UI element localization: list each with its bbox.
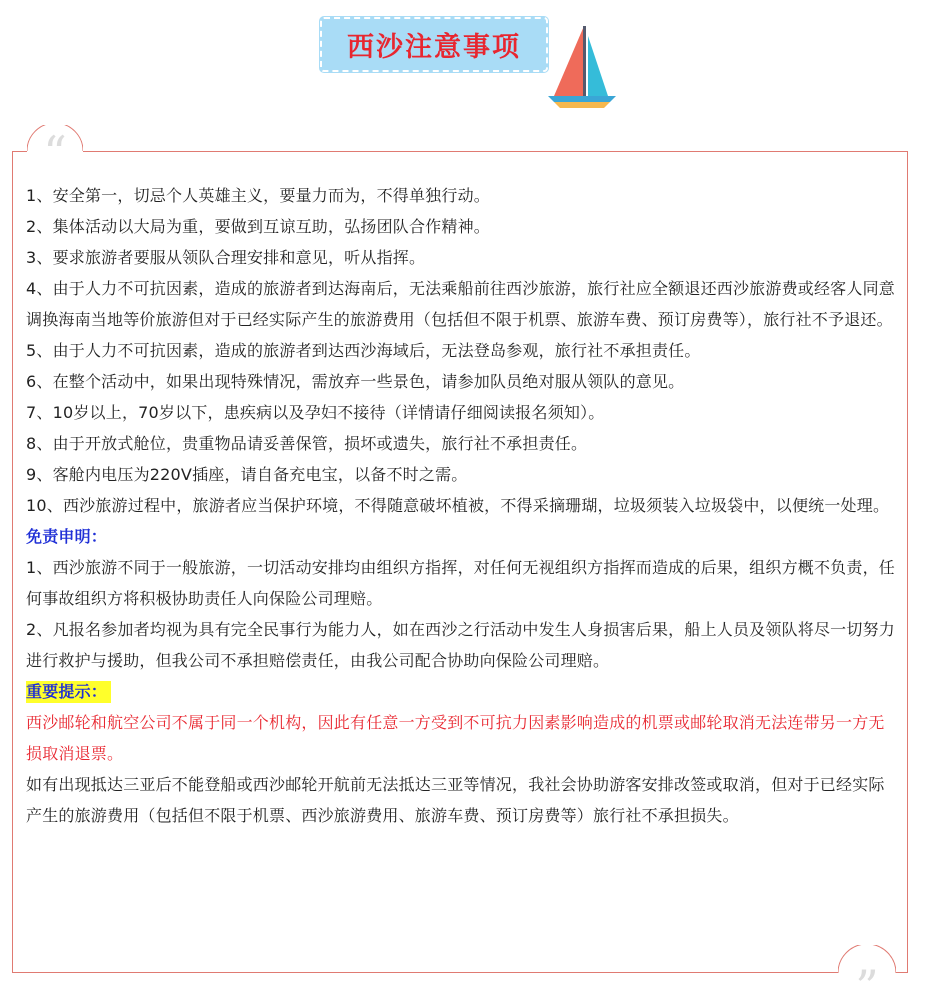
svg-text:“: “ <box>43 126 67 173</box>
list-item: 3、要求旅游者要服从领队合理安排和意见，听从指挥。 <box>26 248 426 267</box>
close-quote-icon <box>838 945 896 989</box>
open-quote-icon <box>27 125 83 173</box>
disclaimer-heading: 免责申明： <box>26 527 108 546</box>
list-item: 6、在整个活动中，如果出现特殊情况，需放弃一些景色，请参加队员绝对服从领队的意见。 <box>26 372 685 391</box>
list-item: 4、由于人力不可抗因素，造成的旅游者到达海南后，无法乘船前往西沙旅游，旅行社应全额退还西沙旅游费或经客人同意调换海南当地等价旅游但对于已经实际产生的旅游费用（包括但不限于机票、旅游车费、预订房费等），旅行社不予退还。 <box>26 279 895 329</box>
notice-content <box>26 180 900 831</box>
title-banner <box>320 17 548 72</box>
list-item: 7、10岁以上，70岁以下，患疾病以及孕妇不接待（详情请仔细阅读报名须知）。 <box>26 403 605 422</box>
disclaimer-item: 2、凡报名参加者均视为具有完全民事行为能力人，如在西沙之行活动中发生人身损害后果，船上人员及领队将尽一切努力进行救护与援助，但我公司不承担赔偿责任，由我公司配合协助向保险公司理赔。 <box>26 620 895 670</box>
list-item: 5、由于人力不可抗因素，造成的旅游者到达西沙海域后，无法登岛参观，旅行社不承担责任。 <box>26 341 701 360</box>
list-item: 1、安全第一，切忌个人英雄主义，要量力而为，不得单独行动。 <box>26 186 490 205</box>
page-title: 西沙注意事项 <box>320 17 548 72</box>
svg-text:”: ” <box>855 960 879 989</box>
list-item: 10、西沙旅游过程中，旅游者应当保护环境，不得随意破坏植被，不得采摘珊瑚，垃圾须装入垃圾袋中，以便统一处理。 <box>26 496 890 515</box>
disclaimer-item: 1、西沙旅游不同于一般旅游，一切活动安排均由组织方指挥，对任何无视组织方指挥而造成的后果，组织方概不负责，任何事故组织方将积极协助责任人向保险公司理赔。 <box>26 558 895 608</box>
list-item: 8、由于开放式舱位，贵重物品请妥善保管，损坏或遗失，旅行社不承担责任。 <box>26 434 588 453</box>
list-item: 9、客舱内电压为220V插座，请自备充电宝，以备不时之需。 <box>26 465 468 484</box>
notice-heading: 重要提示： <box>26 681 111 703</box>
notice-text: 如有出现抵达三亚后不能登船或西沙邮轮开航前无法抵达三亚等情况，我社会协助游客安排改签或取消，但对于已经实际产生的旅游费用（包括但不限于机票、西沙旅游费用、旅游车费、预订房费等）旅行社不承担损失。 <box>26 775 885 825</box>
list-item: 2、集体活动以大局为重，要做到互谅互助，弘扬团队合作精神。 <box>26 217 490 236</box>
notice-red-text: 西沙邮轮和航空公司不属于同一个机构，因此有任意一方受到不可抗力因素影响造成的机票或邮轮取消无法连带另一方无损取消退票。 <box>26 713 885 763</box>
sailboat-icon <box>546 24 618 110</box>
